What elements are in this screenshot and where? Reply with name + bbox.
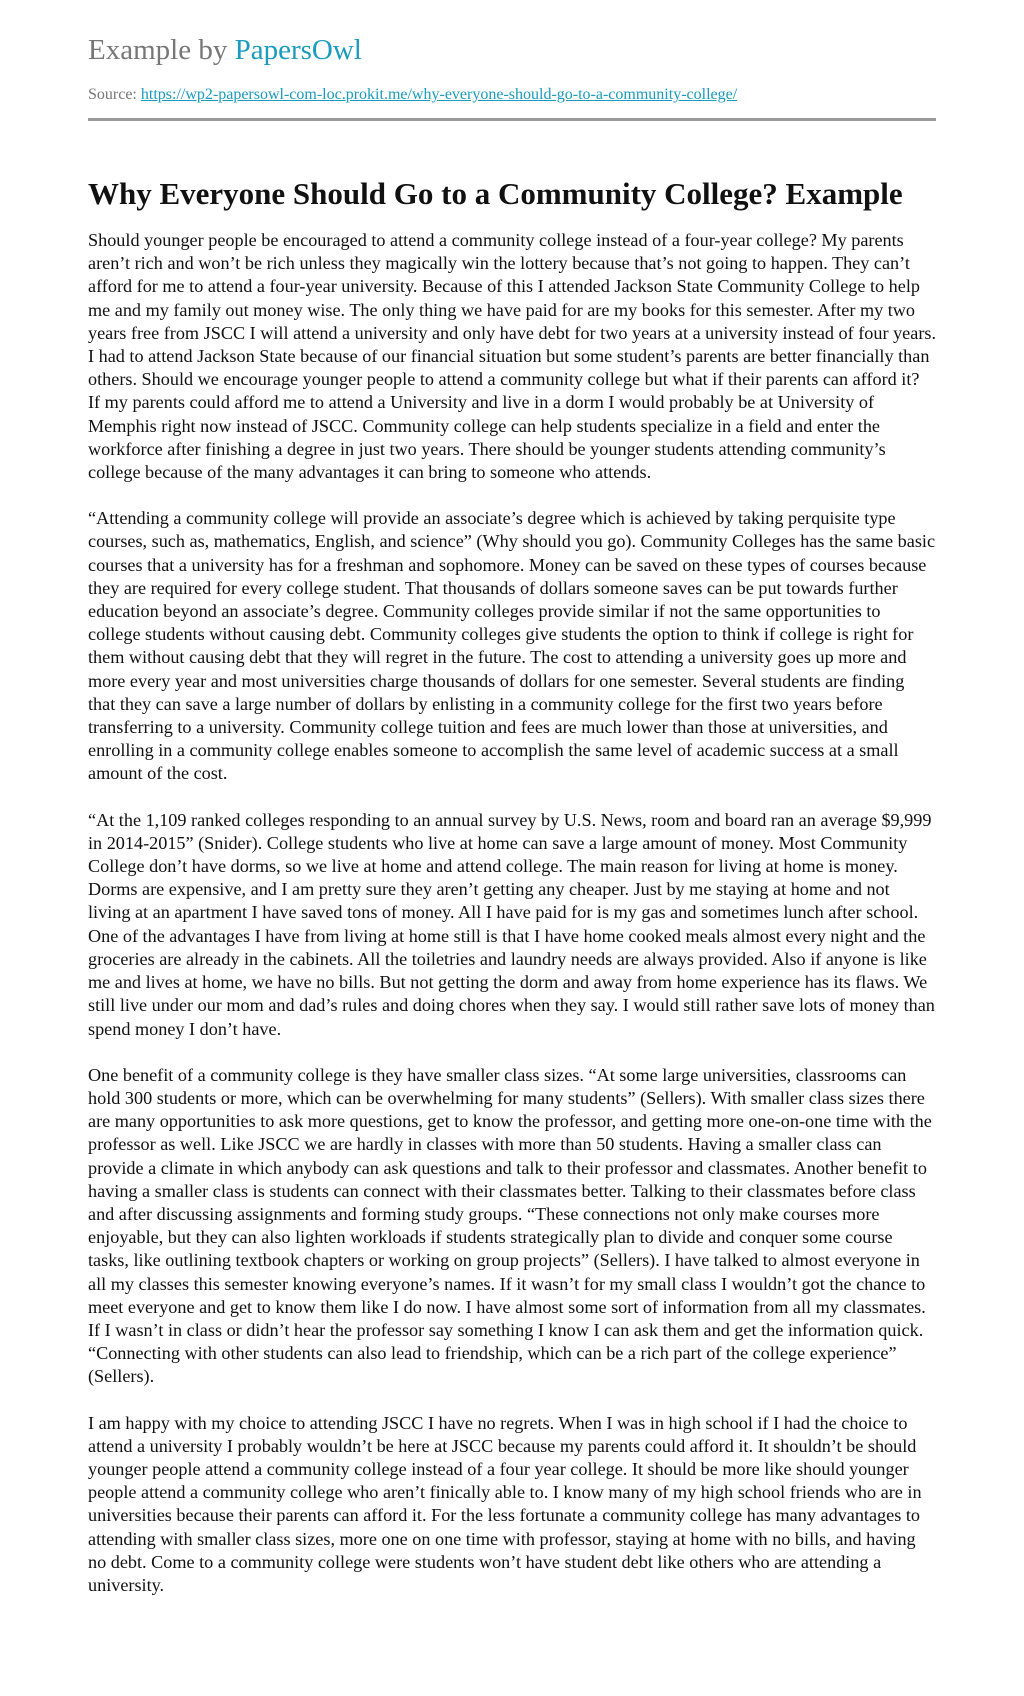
document-title: Why Everyone Should Go to a Community College? Example: [88, 176, 903, 211]
paragraph-2: “Attending a community college will provide an associate’s degree which is achieved by taking perquisite type courses, such as, mathematics, English, and science” (Why should you go). Community Colleges has the same basic courses that a university has for a freshman and sophomore. Money can be saved on these types of courses because they are required for every college student. That thousands of dollars someone saves can be put towards further education beyond an associate’s degree. Community colleges provide similar if not the same opportunities to college students without causing debt. Community colleges give students the option to think if college is right for them without causing debt that they will regret in the future. The cost to attending a university goes up more and more every year and most universities charge thousands of dollars for one semester. Several students are finding that they can save a large number of dollars by enlisting in a community college for the first two years before transferring to a university. Community college tuition and fees are much lower than those at universities, and enrolling in a community college enables someone to accomplish the same level of academic success at a small amount of the cost.: [88, 508, 936, 784]
source-label: Source:: [88, 86, 137, 103]
paragraph-5: I am happy with my choice to attending JSCC I have no regrets. When I was in high school if I had the choice to attend a university I probably wouldn’t be here at JSCC because my parents could afford it. It shouldn’t be should younger people attend a community college instead of a four year college. It should be more like should younger people attend a community college who aren’t finically able to. I know many of my high school friends who are in universities because their parents can afford it. For the less fortunate a community college has many advantages to attending with smaller class sizes, more one on one time with professor, staying at home with no bills, and having no debt. Come to a community college were students won’t have student debt like others who are attending a university.: [88, 1412, 922, 1595]
document-body: [88, 229, 936, 1597]
header-divider: [88, 118, 936, 121]
paragraph-3: “At the 1,109 ranked colleges responding to an annual survey by U.S. News, room and board ran an average $9,999 in 2014-2015” (Snider). College students who live at home can save a large amount of money. Most Community College don’t have dorms, so we live at home and attend college. The main reason for living at home is money. Dorms are expensive, and I am pretty sure they aren’t getting any cheaper. Just by me staying at home and not living at an apartment I have saved tons of money. All I have paid for is my gas and sometimes lunch after school. One of the advantages I have from living at home still is that I have home cooked meals almost every night and the groceries are already in the cabinets. All the toiletries and laundry needs are always provided. Also if anyone is like me and lives at home, we have no bills. But not getting the dorm and away from home experience has its flaws. We still live under our mom and dad’s rules and doing chores when they say. I would still rather save lots of money than spend money I don’t have.: [88, 809, 935, 1039]
brand-prefix: Example by: [88, 34, 228, 66]
paragraph-1: Should younger people be encouraged to attend a community college instead of a four-year college? My parents aren’t rich and won’t be rich unless they magically win the lottery because that’s not going to happen. They can’t afford for me to attend a four-year university. Because of this I attended Jackson State Community College to help me and my family out money wise. The only thing we have paid for are my books for this semester. After my two years free from JSCC I will attend a university and only have debt for two years at a university instead of four years. I had to attend Jackson State because of our financial situation but some student’s parents are better financially than others. Should we encourage younger people to attend a community college but what if their parents can afford it? If my parents could afford me to attend a University and live in a dorm I would probably be at University of Memphis right now instead of JSCC. Community college can help students specialize in a field and enter the workforce after finishing a degree in just two years. There should be younger students attending community’s college because of the many advantages it can bring to someone who attends.: [88, 230, 937, 483]
brand-name: PapersOwl: [234, 34, 362, 66]
source-link[interactable]: https://wp2-papersowl-com-loc.prokit.me/why-everyone-should-go-to-a-community-college/: [140, 86, 738, 103]
brand-header: [88, 33, 936, 67]
source-line: [88, 85, 936, 105]
document-page: [88, 0, 936, 1620]
paragraph-4: One benefit of a community college is they have smaller class sizes. “At some large universities, classrooms can hold 300 students or more, which can be overwhelming for many students” (Sellers). With smaller class sizes there are many opportunities to ask more questions, get to know the professor, and getting more one-on-one time with the professor as well. Like JSCC we are hardly in classes with more than 50 students. Having a smaller class can provide a climate in which anybody can ask questions and talk to their professor and classmates. Another benefit to having a smaller class is students can connect with their classmates better. Talking to their classmates before class and after discussing assignments and forming study groups. “These connections not only make courses more enjoyable, but they can also lighten workloads if students strategically plan to divide and conquer some course tasks, like outlining textbook chapters or working on group projects” (Sellers). I have talked to almost everyone in all my classes this semester knowing everyone’s names. If it wasn’t for my small class I wouldn’t got the chance to meet everyone and get to know them like I do now. I have almost some sort of information from all my classmates. If I wasn’t in class or didn’t hear the professor say something I know I can ask them and get the information quick. “Connecting with other students can also lead to friendship, which can be a rich part of the college experience” (Sellers).: [88, 1064, 932, 1387]
